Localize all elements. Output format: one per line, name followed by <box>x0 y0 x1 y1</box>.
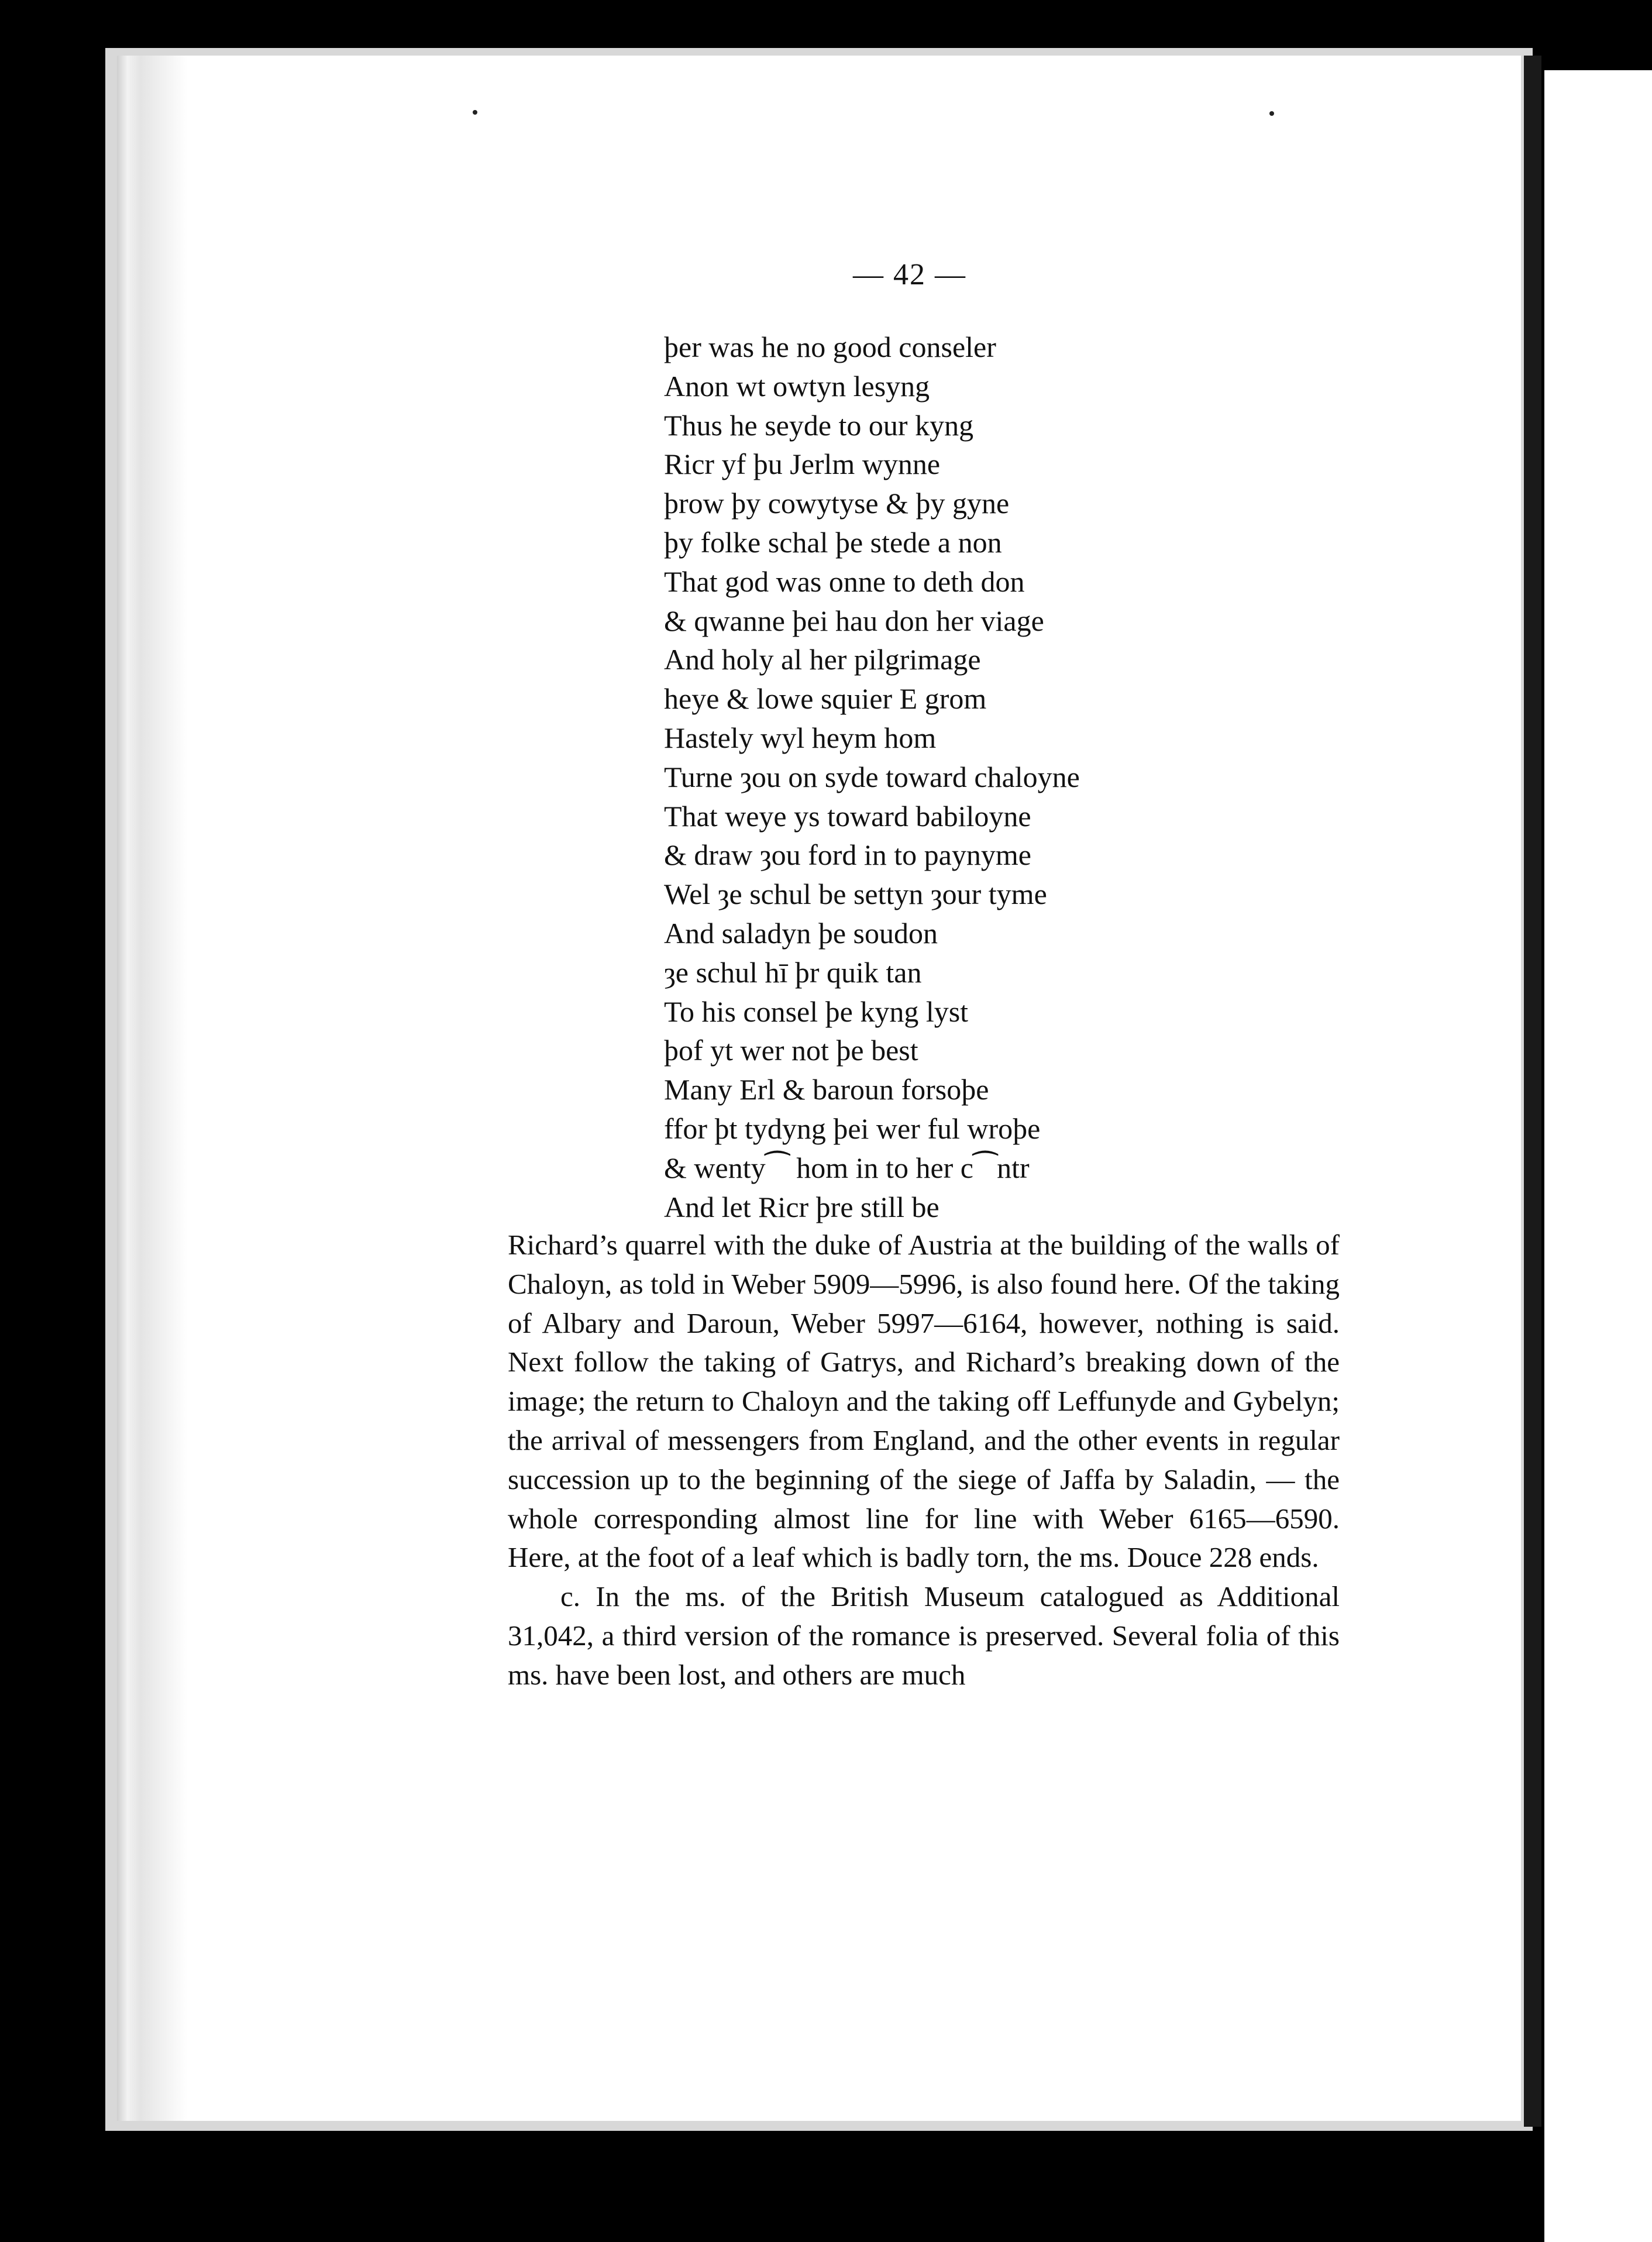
verse-line: And holy al her pilgrimage <box>664 643 981 676</box>
verse-line: Thus he seyde to our kyng <box>664 408 974 442</box>
verse-line: & wenty⁀ hom in to her c⁀ntr <box>664 1151 1030 1184</box>
verse-line: That god was onne to deth don <box>664 565 1025 598</box>
verse-line: þof yt wer not þe best <box>664 1034 918 1067</box>
verse-line: And let Ricr þre still be <box>664 1190 939 1223</box>
verse-line: That weye ys toward babiloyne <box>664 799 1031 833</box>
verse-line: & draw ȝou ford in to paynyme <box>664 838 1031 872</box>
prose-block <box>508 1226 1340 1695</box>
speck-mark <box>1269 111 1274 116</box>
verse-line: And saladyn þe soudon <box>664 916 938 950</box>
verse-line: Many Erl & baroun forsoþe <box>664 1073 989 1106</box>
verse-line: Ricr yf þu Jerlm wynne <box>664 448 941 481</box>
verse-line: ȝe schul hī þr quik tan <box>664 955 922 989</box>
verse-line: Turne ȝou on syde toward chaloyne <box>664 760 1080 793</box>
verse-line: heye & lowe squier E grom <box>664 682 987 716</box>
verse-line: Anon wt owtyn lesyng <box>664 369 930 403</box>
adjacent-page-edge <box>1544 70 1652 2242</box>
verse-line: & qwanne þei hau don her viage <box>664 604 1044 637</box>
verse-line: þy folke schal þe stede a non <box>664 525 1002 559</box>
page-number: — 42 — <box>853 258 966 291</box>
verse-line: To his consel þe kyng lyst <box>664 995 969 1028</box>
verse-line: þer was he no good conseler <box>664 331 996 363</box>
verse-block <box>664 328 1080 1226</box>
binding-strip <box>1524 56 1541 2127</box>
speck-mark <box>473 110 477 115</box>
prose-paragraph: Richard’s quarrel with the duke of Austria at the building of the walls of Chaloyn, as told in Weber 5909—5996, is also found here. Of the taking of Albary and Daroun, Weber 5997—6164, however, nothing is said. Next follow the taking of Gatrys, and Richard’s breaking down of the image; the return to Chaloyn and the taking off Leffunyde and Gybelyn; the arrival of messengers from England, and the other events in regular succession up to the beginning of the siege of Jaffa by Saladin, — the whole corresponding almost line for line with Weber 6165—6590. Here, at the foot of a leaf which is badly torn, the ms. Douce 228 ends. <box>508 1229 1340 1574</box>
page-gutter-edge <box>117 56 222 2121</box>
verse-line: Wel ȝe schul be settyn ȝour tyme <box>664 878 1047 911</box>
verse-line: þrow þy cowytyse & þy gyne <box>664 487 1010 520</box>
verse-line: Hastely wyl heym hom <box>664 721 937 754</box>
prose-paragraph: c. In the ms. of the British Museum catalogued as Additional 31,042, a third version of the romance is preserved. Several folia of this ms. have been lost, and others are much <box>508 1580 1340 1691</box>
verse-line: ffor þt tydyng þei wer ful wroþe <box>664 1112 1041 1145</box>
